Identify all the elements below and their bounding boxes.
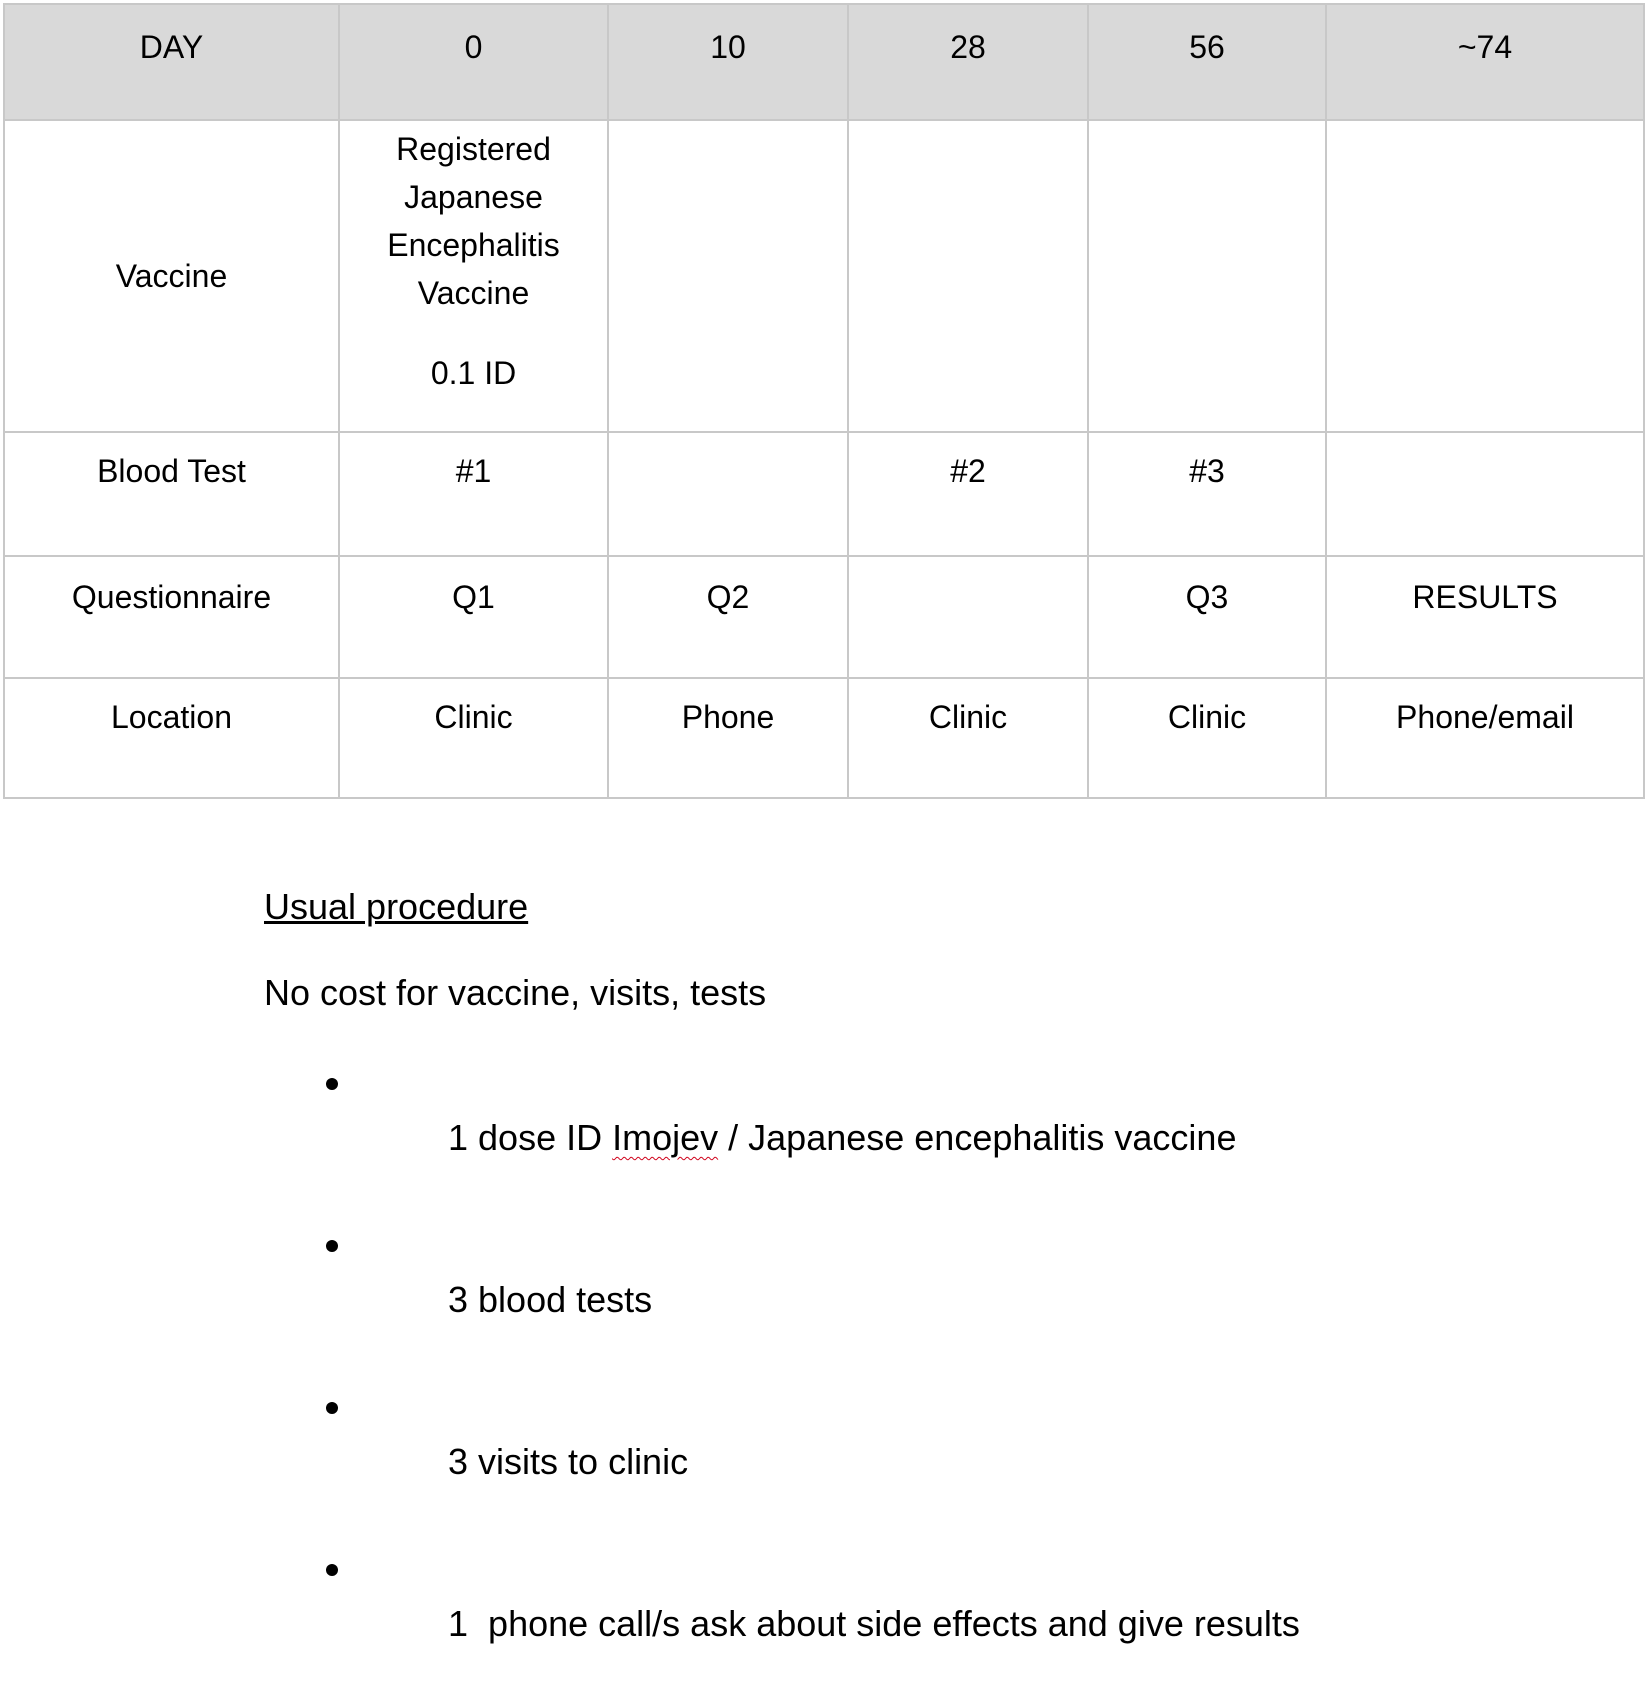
questionnaire-cell-day-74: RESULTS (1326, 556, 1644, 678)
header-row (4, 4, 1644, 120)
blood-test-cell-day-56: #3 (1088, 432, 1326, 556)
item-phone-calls: 1 phone call/s ask about side effects and give results (448, 1603, 1300, 1644)
list-item (264, 1057, 1564, 1219)
questionnaire-cell-day-28 (848, 556, 1088, 678)
blood-test-cell-day-74 (1326, 432, 1644, 556)
procedure-list (264, 1057, 1564, 1705)
location-row-label: Location (4, 678, 339, 798)
questionnaire-row (4, 556, 1644, 678)
item-dose-prefix: 1 dose ID (448, 1117, 613, 1158)
list-item (264, 1381, 1564, 1543)
vaccine-cell-day-74 (1326, 120, 1644, 432)
vaccine-row-label: Vaccine (4, 120, 339, 432)
questionnaire-cell-day-0: Q1 (339, 556, 608, 678)
bullet-icon (326, 1078, 338, 1090)
vaccine-cell-day-10 (608, 120, 848, 432)
location-row (4, 678, 1644, 798)
header-day-0: 0 (339, 4, 608, 120)
location-cell-day-56: Clinic (1088, 678, 1326, 798)
blood-test-cell-day-28: #2 (848, 432, 1088, 556)
location-cell-day-28: Clinic (848, 678, 1088, 798)
location-cell-day-10: Phone (608, 678, 848, 798)
list-item (264, 1543, 1564, 1705)
header-day-10: 10 (608, 4, 848, 120)
vaccine-cell-day-28 (848, 120, 1088, 432)
vaccine-cell-day-56 (1088, 120, 1326, 432)
cost-statement: No cost for vaccine, visits, tests (264, 972, 767, 1013)
header-day-56: 56 (1088, 4, 1326, 120)
blood-test-cell-day-10 (608, 432, 848, 556)
bullet-icon (326, 1240, 338, 1252)
vaccine-dose: 0.1 ID (430, 355, 517, 391)
usual-procedure-heading: Usual procedure (264, 886, 529, 927)
spellcheck-flagged-word[interactable]: Imojev (612, 1117, 719, 1158)
questionnaire-row-label: Questionnaire (4, 556, 339, 678)
blood-test-cell-day-0: #1 (339, 432, 608, 556)
blood-test-row (4, 432, 1644, 556)
location-cell-day-0: Clinic (339, 678, 608, 798)
vaccine-name: Registered Japanese Encephalitis Vaccine (387, 131, 560, 311)
item-clinic-visits: 3 visits to clinic (448, 1441, 689, 1482)
location-cell-day-74: Phone/email (1326, 678, 1644, 798)
bullet-icon (326, 1564, 338, 1576)
header-day-label: DAY (4, 4, 339, 120)
header-day-74: ~74 (1326, 4, 1644, 120)
item-blood-tests: 3 blood tests (448, 1279, 653, 1320)
vaccine-cell-day-0 (339, 120, 608, 432)
vaccine-row (4, 120, 1644, 432)
blood-test-row-label: Blood Test (4, 432, 339, 556)
list-item (264, 1219, 1564, 1381)
header-day-28: 28 (848, 4, 1088, 120)
questionnaire-cell-day-10: Q2 (608, 556, 848, 678)
study-schedule-table (3, 3, 1645, 799)
procedure-notes (264, 885, 1564, 1705)
questionnaire-cell-day-56: Q3 (1088, 556, 1326, 678)
item-dose-suffix: / Japanese encephalitis vaccine (718, 1117, 1237, 1158)
bullet-icon (326, 1402, 338, 1414)
